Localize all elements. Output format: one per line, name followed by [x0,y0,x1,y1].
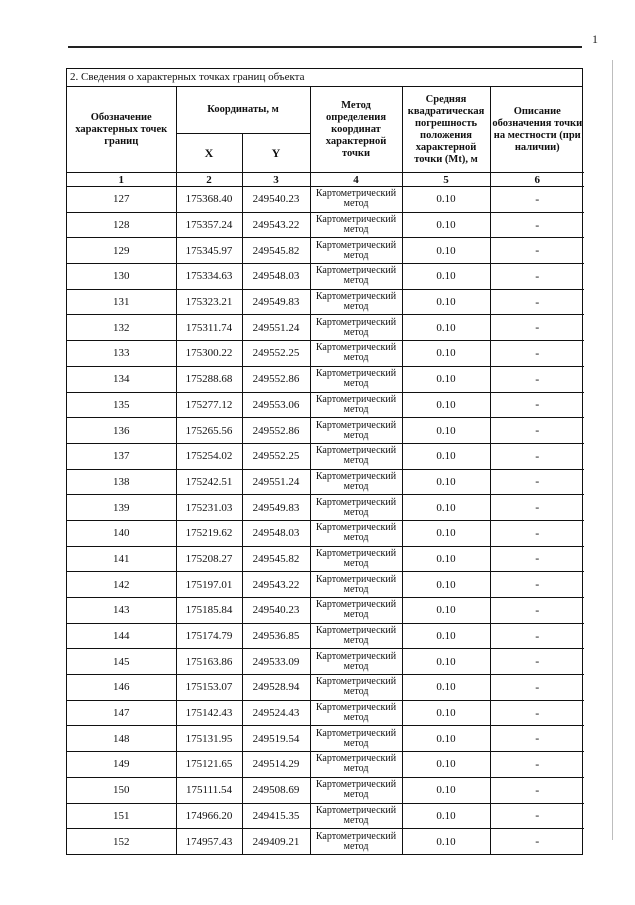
point-cell: 140 [67,520,176,546]
point-cell: 150 [67,777,176,803]
x-coordinate-cell: 175111.54 [176,777,242,803]
point-cell: 147 [67,700,176,726]
error-cell: 0.10 [402,418,490,444]
x-coordinate-cell: 175163.86 [176,649,242,675]
error-cell: 0.10 [402,777,490,803]
description-cell: - [490,520,584,546]
y-coordinate-cell: 249415.35 [242,803,310,829]
method-cell: Картометрический метод [310,726,402,752]
error-cell: 0.10 [402,675,490,701]
y-coordinate-cell: 249552.25 [242,443,310,469]
y-coordinate-cell: 249409.21 [242,829,310,854]
table-row [67,803,584,829]
error-cell: 0.10 [402,649,490,675]
error-cell: 0.10 [402,341,490,367]
col-number: 3 [242,173,310,187]
table-row [67,366,584,392]
x-coordinate-cell: 175300.22 [176,341,242,367]
method-cell: Картометрический метод [310,803,402,829]
x-coordinate-cell: 175323.21 [176,289,242,315]
x-coordinate-cell: 174957.43 [176,829,242,854]
table-row [67,443,584,469]
x-coordinate-cell: 175311.74 [176,315,242,341]
point-cell: 144 [67,623,176,649]
y-coordinate-cell: 249548.03 [242,264,310,290]
table-row [67,623,584,649]
x-coordinate-cell: 175242.51 [176,469,242,495]
error-cell: 0.10 [402,392,490,418]
error-cell: 0.10 [402,187,490,213]
error-cell: 0.10 [402,289,490,315]
col-number: 1 [67,173,176,187]
y-coordinate-cell: 249545.82 [242,238,310,264]
error-cell: 0.10 [402,572,490,598]
table-row [67,598,584,624]
point-cell: 128 [67,212,176,238]
y-coordinate-cell: 249549.83 [242,495,310,521]
method-cell: Картометрический метод [310,289,402,315]
table-row [67,264,584,290]
description-cell: - [490,752,584,778]
point-cell: 142 [67,572,176,598]
header-x: X [176,134,242,173]
y-coordinate-cell: 249553.06 [242,392,310,418]
method-cell: Картометрический метод [310,341,402,367]
description-cell: - [490,649,584,675]
table-row [67,572,584,598]
description-cell: - [490,418,584,444]
table-row [67,752,584,778]
x-coordinate-cell: 175357.24 [176,212,242,238]
y-coordinate-cell: 249551.24 [242,315,310,341]
point-cell: 133 [67,341,176,367]
error-cell: 0.10 [402,726,490,752]
method-cell: Картометрический метод [310,598,402,624]
y-coordinate-cell: 249548.03 [242,520,310,546]
error-cell: 0.10 [402,752,490,778]
y-coordinate-cell: 249533.09 [242,649,310,675]
point-cell: 141 [67,546,176,572]
error-cell: 0.10 [402,495,490,521]
table-row [67,520,584,546]
description-cell: - [490,495,584,521]
x-coordinate-cell: 175142.43 [176,700,242,726]
col-number: 6 [490,173,584,187]
description-cell: - [490,443,584,469]
description-cell: - [490,187,584,213]
col-number: 4 [310,173,402,187]
description-cell: - [490,572,584,598]
description-cell: - [490,623,584,649]
error-cell: 0.10 [402,264,490,290]
header-method: Метод определения координат характерной точки [310,87,402,173]
page-edge-line [612,60,613,840]
point-cell: 138 [67,469,176,495]
y-coordinate-cell: 249514.29 [242,752,310,778]
point-cell: 132 [67,315,176,341]
method-cell: Картометрический метод [310,829,402,854]
method-cell: Картометрический метод [310,520,402,546]
y-coordinate-cell: 249524.43 [242,700,310,726]
error-cell: 0.10 [402,443,490,469]
x-coordinate-cell: 175153.07 [176,675,242,701]
point-cell: 139 [67,495,176,521]
error-cell: 0.10 [402,520,490,546]
method-cell: Картометрический метод [310,546,402,572]
description-cell: - [490,238,584,264]
x-coordinate-cell: 175185.84 [176,598,242,624]
method-cell: Картометрический метод [310,700,402,726]
y-coordinate-cell: 249519.54 [242,726,310,752]
description-cell: - [490,469,584,495]
y-coordinate-cell: 249552.86 [242,418,310,444]
table-row [67,418,584,444]
table-row [67,469,584,495]
error-cell: 0.10 [402,803,490,829]
x-coordinate-cell: 175208.27 [176,546,242,572]
description-cell: - [490,726,584,752]
method-cell: Картометрический метод [310,212,402,238]
method-cell: Картометрический метод [310,572,402,598]
header-coords: Координаты, м [176,87,310,134]
coordinates-table [67,87,584,854]
x-coordinate-cell: 175174.79 [176,623,242,649]
header-desc: Описание обозначения точки на местности (при наличии) [490,87,584,173]
table-row [67,238,584,264]
description-cell: - [490,212,584,238]
description-cell: - [490,777,584,803]
table-row [67,649,584,675]
x-coordinate-cell: 174966.20 [176,803,242,829]
table-row [67,392,584,418]
method-cell: Картометрический метод [310,392,402,418]
point-cell: 136 [67,418,176,444]
point-cell: 129 [67,238,176,264]
point-cell: 148 [67,726,176,752]
method-cell: Картометрический метод [310,418,402,444]
description-cell: - [490,598,584,624]
table-row [67,315,584,341]
point-cell: 143 [67,598,176,624]
method-cell: Картометрический метод [310,315,402,341]
x-coordinate-cell: 175277.12 [176,392,242,418]
method-cell: Картометрический метод [310,469,402,495]
table-row [67,289,584,315]
description-cell: - [490,546,584,572]
col-number: 2 [176,173,242,187]
x-coordinate-cell: 175254.02 [176,443,242,469]
header-y: Y [242,134,310,173]
error-cell: 0.10 [402,212,490,238]
x-coordinate-cell: 175334.63 [176,264,242,290]
x-coordinate-cell: 175131.95 [176,726,242,752]
point-cell: 130 [67,264,176,290]
y-coordinate-cell: 249543.22 [242,212,310,238]
method-cell: Картометрический метод [310,752,402,778]
method-cell: Картометрический метод [310,443,402,469]
description-cell: - [490,289,584,315]
x-coordinate-cell: 175219.62 [176,520,242,546]
coordinates-sheet [66,68,583,855]
description-cell: - [490,315,584,341]
error-cell: 0.10 [402,829,490,854]
table-row [67,187,584,213]
error-cell: 0.10 [402,469,490,495]
method-cell: Картометрический метод [310,495,402,521]
table-row [67,726,584,752]
y-coordinate-cell: 249536.85 [242,623,310,649]
y-coordinate-cell: 249540.23 [242,187,310,213]
method-cell: Картометрический метод [310,187,402,213]
x-coordinate-cell: 175368.40 [176,187,242,213]
error-cell: 0.10 [402,700,490,726]
x-coordinate-cell: 175231.03 [176,495,242,521]
y-coordinate-cell: 249543.22 [242,572,310,598]
y-coordinate-cell: 249540.23 [242,598,310,624]
page-mark: 1 [592,32,598,46]
point-cell: 152 [67,829,176,854]
col-number: 5 [402,173,490,187]
description-cell: - [490,675,584,701]
error-cell: 0.10 [402,315,490,341]
method-cell: Картометрический метод [310,238,402,264]
method-cell: Картометрический метод [310,366,402,392]
error-cell: 0.10 [402,238,490,264]
header-error: Средняя квадратическая погрешность положения характерной точки (Mt), м [402,87,490,173]
description-cell: - [490,341,584,367]
point-cell: 145 [67,649,176,675]
method-cell: Картометрический метод [310,649,402,675]
y-coordinate-cell: 249552.25 [242,341,310,367]
error-cell: 0.10 [402,623,490,649]
y-coordinate-cell: 249528.94 [242,675,310,701]
table-row [67,212,584,238]
description-cell: - [490,829,584,854]
top-rule [68,46,582,48]
table-row [67,700,584,726]
table-row [67,495,584,521]
y-coordinate-cell: 249551.24 [242,469,310,495]
x-coordinate-cell: 175197.01 [176,572,242,598]
point-cell: 127 [67,187,176,213]
method-cell: Картометрический метод [310,777,402,803]
x-coordinate-cell: 175345.97 [176,238,242,264]
point-cell: 135 [67,392,176,418]
table-row [67,546,584,572]
description-cell: - [490,366,584,392]
y-coordinate-cell: 249508.69 [242,777,310,803]
point-cell: 151 [67,803,176,829]
description-cell: - [490,264,584,290]
point-cell: 137 [67,443,176,469]
table-row [67,341,584,367]
table-row [67,829,584,854]
description-cell: - [490,392,584,418]
table-row [67,777,584,803]
point-cell: 149 [67,752,176,778]
description-cell: - [490,803,584,829]
point-cell: 134 [67,366,176,392]
section-title: 2. Сведения о характерных точках границ объекта [67,69,582,87]
method-cell: Картометрический метод [310,623,402,649]
table-body [67,187,584,854]
description-cell: - [490,700,584,726]
point-cell: 146 [67,675,176,701]
y-coordinate-cell: 249549.83 [242,289,310,315]
table-row [67,675,584,701]
error-cell: 0.10 [402,546,490,572]
x-coordinate-cell: 175121.65 [176,752,242,778]
method-cell: Картометрический метод [310,264,402,290]
y-coordinate-cell: 249545.82 [242,546,310,572]
x-coordinate-cell: 175265.56 [176,418,242,444]
error-cell: 0.10 [402,366,490,392]
point-cell: 131 [67,289,176,315]
error-cell: 0.10 [402,598,490,624]
x-coordinate-cell: 175288.68 [176,366,242,392]
method-cell: Картометрический метод [310,675,402,701]
y-coordinate-cell: 249552.86 [242,366,310,392]
header-point: Обозначение характерных точек границ [67,87,176,173]
